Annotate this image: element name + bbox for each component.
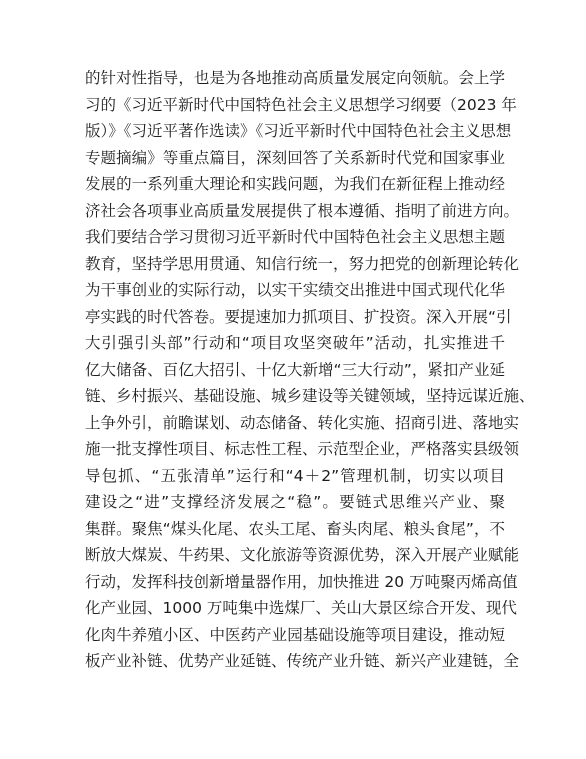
text-line: 链、乡村振兴、基础设施、城乡建设等关键领域，坚持远谋近施、 — [85, 387, 535, 405]
text-line: 上争外引，前瞻谋划、动态储备、转化实施、招商引进、落地实 — [85, 413, 520, 432]
text-line: 发展的一系列重大理论和实践问题，为我们在新征程上推动经 — [85, 175, 505, 193]
text-line: 断放大煤炭、牛药果、文化旅游等资源优势，深入开展产业赋能 — [85, 546, 520, 564]
body-text — [85, 65, 535, 675]
text-line: 的针对性指导，也是为各地推动高质量发展定向领航。会上学 — [85, 69, 505, 87]
text-line: 化肉牛养殖小区、中医药产业园基础设施等项目建设，推动短 — [85, 625, 505, 644]
text-line: 化产业园、1000 万吨集中选煤厂、关山大景区综合开发、现代 — [85, 599, 517, 617]
text-line: 导包抓、“五张清单”运行和“4＋2”管理机制，切实以项目 — [85, 466, 505, 485]
text-line: 济社会各项事业高质量发展提供了根本遵循、指明了前进方向。 — [85, 201, 520, 220]
text-line: 为干事创业的实际行动，以实干实绩交出推进中国式现代化华 — [85, 281, 505, 299]
text-line: 版）》《习近平著作选读》《习近平新时代中国特色社会主义思想 — [85, 122, 512, 140]
text-line: 习的《习近平新时代中国特色社会主义思想学习纲要（2023 年 — [85, 95, 517, 114]
text-line: 集群。聚焦“煤头化尾、农头工尾、畜头肉尾、粮头食尾”，不 — [85, 519, 505, 538]
text-line: 板产业补链、优势产业延链、传统产业升链、新兴产业建链，全 — [85, 652, 520, 670]
text-line: 行动，发挥科技创新增量器作用，加快推进 20 万吨聚丙烯高值 — [85, 572, 518, 591]
text-line: 亭实践的时代答卷。要提速加力抓项目、扩投资。深入开展“引 — [85, 307, 512, 326]
text-line: 我们要结合学习贯彻习近平新时代中国特色社会主义思想主题 — [85, 228, 505, 246]
text-line: 亿大储备、百亿大招引、十亿大新增“三大行动”，紧扣产业延 — [85, 360, 505, 379]
text-line: 教育，坚持学思用贯通、知信行统一，努力把党的创新理论转化 — [85, 254, 520, 273]
text-line: 专题摘编》等重点篇目，深刻回答了关系新时代党和国家事业 — [85, 148, 505, 167]
text-line: 建设之“进”支撑经济发展之“稳”。要链式思维兴产业、聚 — [85, 493, 505, 511]
text-line: 大引强引头部”行动和“项目攻坚突破年”活动，扎实推进千 — [85, 334, 505, 352]
text-line: 施一批支撑性项目、标志性工程、示范型企业，严格落实县级领 — [85, 440, 520, 458]
